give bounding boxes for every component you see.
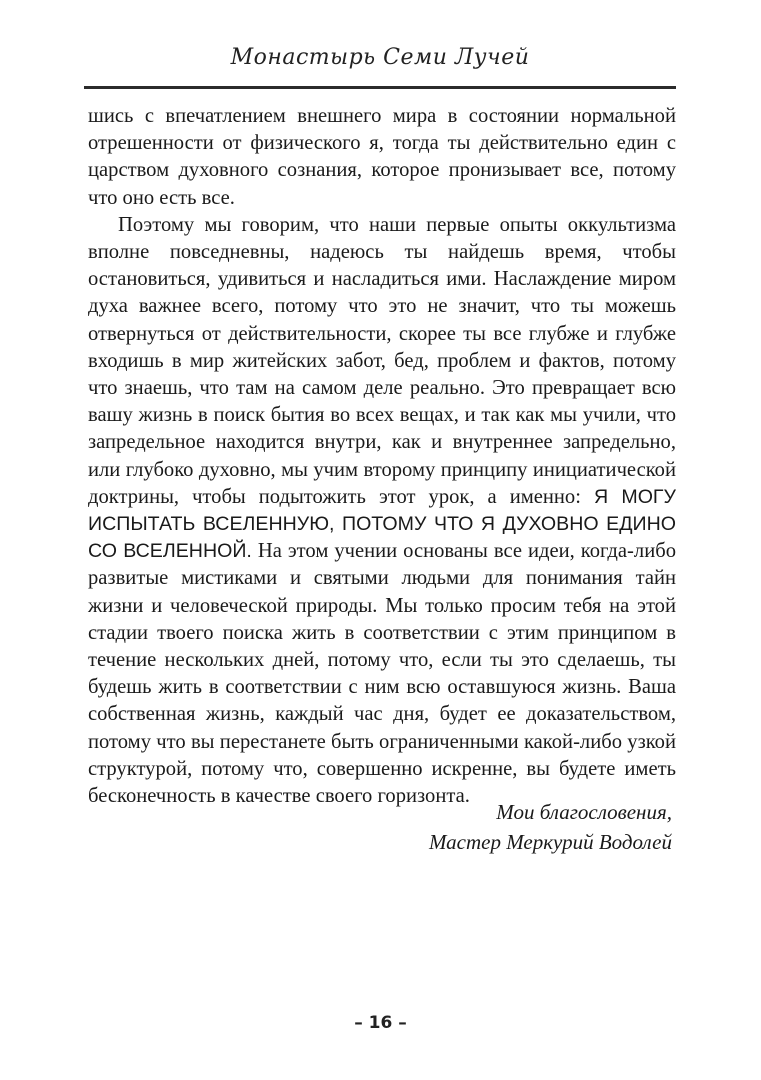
page-body <box>88 103 676 810</box>
running-header <box>84 40 676 76</box>
paragraph-2-text-start: Поэтому мы говорим, что наши первые опыты оккультизма вполне повседневны, надеюсь ты найдешь время, чтобы остановиться, удивиться и насладиться ими. Наслаждение миром духа важнее всего, потому что это не значит, что ты можешь отвернуться от действительности, скорее ты все глубже и глубже входишь в мир житейских забот, бед, проблем и фактов, потому что знаешь, что там на самом деле реально. Это превращает всю вашу жизнь в поиск бытия во всех вещах, и так как мы учили, что запредельное находится внутри, как и внутреннее запредельно, или глубоко духовно, мы учим второму принципу инициатической доктрины, чтобы подытожить этот урок, а именно: <box>88 213 676 508</box>
principle-statement: Я МОГУ ИСПЫТАТЬ ВСЕЛЕННУЮ, ПОТОМУ ЧТО Я ДУХОВНО ЕДИНО СО ВСЕЛЕННОЙ. <box>88 485 676 563</box>
paragraph-1: шись с впечатлением внешнего мира в состоянии нормальной отрешенности от физического я, тогда ты действительно един с царством духовного сознания, которое пронизывает все, потому что оно есть все. <box>88 105 676 209</box>
signature-block <box>300 797 672 857</box>
signature-author: Мастер Меркурий Водолей <box>428 830 672 854</box>
signature-greeting: Мои благословения, <box>496 800 672 824</box>
book-title: Монастырь Семи Лучей <box>230 45 530 70</box>
header-divider <box>84 86 676 89</box>
page-number: – 16 – <box>354 1013 407 1033</box>
paragraph-2 <box>88 212 676 810</box>
paragraph-2-text-end: На этом учении основаны все идеи, когда-либо развитые мистиками и святыми людьми для понимания тайн жизни и человеческой природы. Мы только просим тебя на этой стадии твоего поиска жить в соответствии с этим принципом в течение нескольких дней, потому что, если ты это сделаешь, ты будешь жить в соответствии с ним всю оставшуюся жизнь. Ваша собственная жизнь, каждый час дня, будет ее доказательством, потому что вы перестанете быть ограниченными какой-либо узкой структурой, потому что, совершенно искренне, вы будете иметь бесконечность в качестве своего горизонта. <box>88 540 676 808</box>
